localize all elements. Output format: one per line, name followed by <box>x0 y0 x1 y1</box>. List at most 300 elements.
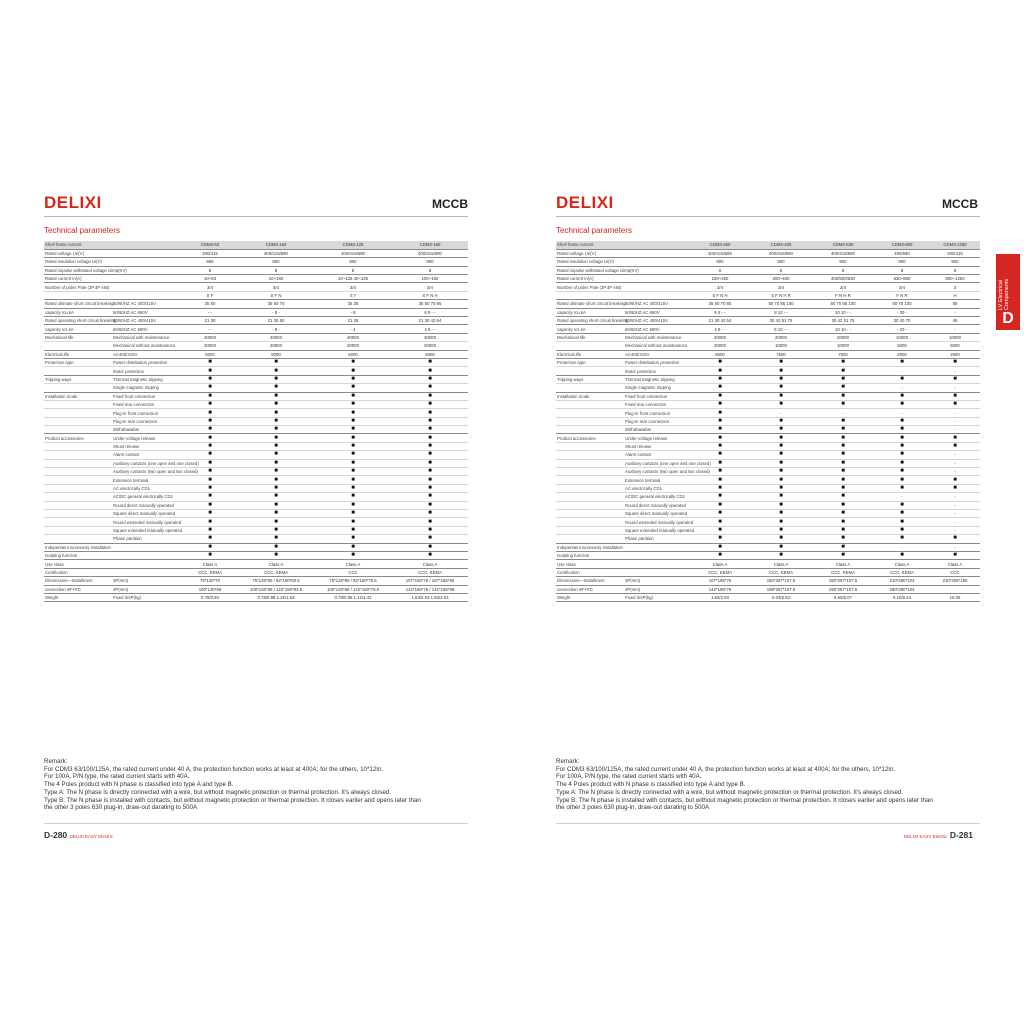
row-group-label <box>556 518 624 526</box>
feature-check-cell: ■ <box>750 442 812 450</box>
row-sub-label: 50/60HZ AC 400/415V <box>624 317 690 325</box>
value-cell: 30 42 51 75 <box>750 317 812 325</box>
feature-check-cell: ■ <box>812 476 874 484</box>
value-cell: 690 <box>182 258 238 266</box>
value-cell: 8 <box>812 266 874 274</box>
feature-check-cell: ■ <box>392 434 468 442</box>
row-sub-label: Fixed rear connection <box>112 400 182 408</box>
value-cell: S F N <box>238 291 314 299</box>
row-sub-label: Auxiliary contacts (one open and one closed) <box>625 460 711 466</box>
value-cell: 1.53/2.03 <box>690 593 750 601</box>
value-cell: 75*130*90 / 92*150*93.5 <box>238 577 314 585</box>
table-row <box>44 350 468 358</box>
feature-check-cell: ■ <box>314 476 392 484</box>
feature-check-cell: ■ <box>930 392 980 400</box>
value-cell: - 8 - <box>238 308 314 316</box>
row-sub-label: Auxiliary contacts (one open and one closed) <box>113 460 199 466</box>
feature-check-cell: ■ <box>690 375 750 383</box>
feature-check-cell: ■ <box>392 384 468 392</box>
feature-check-cell: ■ <box>314 384 392 392</box>
row-group-label <box>44 526 112 534</box>
feature-check-cell: ■ <box>812 417 874 425</box>
value-cell: - <box>930 501 980 509</box>
value-cell: 10000 <box>930 333 980 341</box>
row-sub-label: AC400/415V <box>112 350 182 358</box>
feature-check-cell: ■ <box>750 510 812 518</box>
feature-check-cell: ■ <box>750 426 812 434</box>
row-group-label: Use class <box>44 560 112 568</box>
feature-check-cell: ■ <box>314 367 392 375</box>
value-cell: 10~63 <box>182 275 238 283</box>
table-row <box>44 543 468 551</box>
row-sub-label: Alarm contact <box>112 451 182 459</box>
value-cell: 3/4 <box>238 283 314 291</box>
feature-check-cell: ■ <box>314 434 392 442</box>
value-cell: 0.78/0.95 1.12/1.42 <box>314 593 392 601</box>
value-cell: Class A <box>750 560 812 568</box>
row-group-label: Weight <box>44 593 112 601</box>
table-row <box>556 426 980 434</box>
value-cell: 35 50 70 85 <box>392 300 468 308</box>
row-group-label <box>44 426 112 434</box>
value-cell: 3/4 <box>750 283 812 291</box>
feature-check-cell: ■ <box>690 543 750 551</box>
value-cell: CCC, KEMA <box>392 568 468 576</box>
row-group-label <box>44 476 112 484</box>
value-cell: 4 8 - - <box>690 325 750 333</box>
header-rule <box>556 216 980 217</box>
row-group-label <box>44 459 112 467</box>
table-row <box>556 493 980 501</box>
table-row <box>556 585 980 593</box>
row-sub-label: 50/60HZ AC 690V <box>624 308 690 316</box>
row-sub-label: 50/60HZ AC 400/415V <box>112 300 182 308</box>
feature-check-cell: ■ <box>812 400 874 408</box>
row-sub-label <box>624 258 690 266</box>
row-sub-label: Square direct manually operated <box>624 510 690 518</box>
feature-check-cell: ■ <box>314 392 392 400</box>
value-cell: 100~250 <box>690 275 750 283</box>
row-sub-label: 50/60HZ AC 400/415V <box>112 317 182 325</box>
feature-check-cell: ■ <box>690 484 750 492</box>
value-cell: - 8 <box>314 308 392 316</box>
row-sub-label: Mechanical without maintenance <box>624 342 690 350</box>
table-row <box>556 308 980 316</box>
feature-check-cell: ■ <box>182 434 238 442</box>
table-row <box>556 384 980 392</box>
brand-logo: DELIXI <box>556 193 614 212</box>
row-group-label <box>556 535 624 543</box>
row-sub-label <box>624 543 690 551</box>
value-cell <box>930 585 980 593</box>
section-title: Technical parameters <box>556 226 633 235</box>
row-sub-label: Thermal magnetic tripping <box>624 375 690 383</box>
feature-check-cell: ■ <box>314 518 392 526</box>
feature-check-cell: ■ <box>930 434 980 442</box>
feature-check-cell: ■ <box>930 551 980 559</box>
table-row <box>44 358 468 366</box>
table-row <box>556 350 980 358</box>
feature-check-cell: ■ <box>182 484 238 492</box>
feature-check-cell: ■ <box>812 358 874 366</box>
value-cell: CCC, KEMA <box>690 568 750 576</box>
remark-block <box>556 758 986 812</box>
row-sub-label: Single magnetic tripping <box>112 384 182 392</box>
feature-check-cell: ■ <box>750 375 812 383</box>
value-cell: 1.53/2.03 1.53/2.03 <box>392 593 468 601</box>
feature-check-cell: ■ <box>238 551 314 559</box>
row-group-label <box>44 291 112 299</box>
value-cell: - <box>930 468 980 476</box>
row-sub-label: Fixed 3/4P(kg) <box>112 593 182 601</box>
row-sub-label <box>624 283 690 291</box>
value-cell: 8 8 - - <box>392 308 468 316</box>
row-sub-label: AC electrically CD1 <box>624 484 690 492</box>
value-cell: CCC, KEMA <box>750 568 812 576</box>
header-label: Shell frame current <box>556 241 690 249</box>
row-group-label <box>556 442 624 450</box>
value-cell: 400/690 <box>874 249 930 257</box>
feature-check-cell: ■ <box>812 510 874 518</box>
value-cell: S F <box>182 291 238 299</box>
value-cell: 30 40 70 <box>874 317 930 325</box>
value-cell: - <box>930 325 980 333</box>
value-cell: 400/415/690 <box>750 249 812 257</box>
feature-check-cell: ■ <box>750 484 812 492</box>
row-group-label: Protection type <box>556 358 624 366</box>
row-sub-label: Fixed 3/4P(kg) <box>624 593 690 601</box>
feature-check-cell: ■ <box>314 501 392 509</box>
row-group-label: Electrical life <box>556 350 624 358</box>
value-cell: 40000 <box>238 333 314 341</box>
feature-check-cell: ■ <box>690 384 750 392</box>
feature-check-cell: ■ <box>392 367 468 375</box>
table-row <box>556 409 980 417</box>
header-model: CDM3-125 <box>314 241 392 249</box>
row-sub-label: Round direct manually operated <box>624 501 690 509</box>
table-row <box>556 258 980 266</box>
remark-line: Type B: The N phase is installed with contacts, but without magnetic protection or thermal protection. It closes earlier and opens later than <box>556 796 933 804</box>
row-group-label <box>44 384 112 392</box>
table-row <box>556 266 980 274</box>
value-cell: 800 <box>314 258 392 266</box>
value-cell: 50 70 100 <box>874 300 930 308</box>
feature-check-cell: ■ <box>812 551 874 559</box>
value-cell: - 30 - <box>874 308 930 316</box>
row-sub-label: Mechanical without maintenance <box>112 342 182 350</box>
feature-check-cell: ■ <box>812 493 874 501</box>
feature-check-cell: ■ <box>182 375 238 383</box>
feature-check-cell: ■ <box>930 375 980 383</box>
table-row <box>556 577 980 585</box>
row-sub-label <box>624 551 690 559</box>
table-row <box>556 375 980 383</box>
feature-check-cell: ■ <box>182 510 238 518</box>
value-cell: 40000 <box>690 333 750 341</box>
feature-check-cell: ■ <box>690 518 750 526</box>
row-group-label: Rated ultimate short circuit breaking <box>557 301 626 307</box>
value-cell: 5000 <box>182 350 238 358</box>
table-row <box>556 501 980 509</box>
feature-check-cell: ■ <box>750 417 812 425</box>
remark-line: the other 3 poles 630 plug-in, draw-out darating to 500A <box>556 804 710 812</box>
value-cell: 800~1250 <box>930 275 980 283</box>
header-model: CDM3-160 <box>238 241 314 249</box>
row-group-label: Rated ultimate short circuit breaking <box>45 301 114 307</box>
feature-check-cell: ■ <box>750 459 812 467</box>
value-cell: Class A <box>392 560 468 568</box>
header-rule <box>44 216 468 217</box>
feature-check-cell: ■ <box>238 434 314 442</box>
value-cell: 800 <box>392 258 468 266</box>
table-row <box>556 417 980 425</box>
row-sub-label: Mechanical with maintenance <box>112 333 182 341</box>
feature-check-cell: ■ <box>238 384 314 392</box>
table-row <box>44 585 468 593</box>
row-group-label: capacity Ics kA <box>44 325 112 333</box>
value-cell: 5.03/6.53 <box>750 593 812 601</box>
feature-check-cell: ■ <box>238 468 314 476</box>
header-model: CDM3-160 <box>392 241 468 249</box>
feature-check-cell: ■ <box>314 459 392 467</box>
value-cell: CCC, KEMA <box>182 568 238 576</box>
table-row <box>44 308 468 316</box>
row-group-label: Rated insulation voltage Ui(V) <box>44 258 112 266</box>
table-row <box>44 577 468 585</box>
footer-rule <box>556 823 980 824</box>
value-cell: 400/415/690 <box>392 249 468 257</box>
row-group-label <box>44 510 112 518</box>
feature-check-cell: ■ <box>812 484 874 492</box>
value-cell: 3/4 <box>812 283 874 291</box>
value-cell: 20000 <box>690 342 750 350</box>
feature-check-cell: ■ <box>314 417 392 425</box>
value-cell: CCC <box>930 568 980 576</box>
table-row <box>556 434 980 442</box>
value-cell: 8 <box>930 266 980 274</box>
remark-line: Type A: The N phase is directly connected with a wire, but without magnetic protection or thermal protection. It's always closed. <box>556 788 904 796</box>
row-group-label: Dimensions—Installment <box>556 577 624 585</box>
value-cell: - <box>930 518 980 526</box>
row-group-label <box>556 451 624 459</box>
remark-line: Type B: The N phase is installed with contacts, but without magnetic protection or thermal protection. It closes earlier and opens later than <box>44 796 421 804</box>
footer-rule <box>44 823 468 824</box>
row-group-label: Rated impulse withstand voltage Uimp(KV) <box>557 267 639 273</box>
header-model: CDM3-250 <box>690 241 750 249</box>
feature-check-cell: ■ <box>874 434 930 442</box>
row-group-label: Installation mode <box>44 392 112 400</box>
row-group-label <box>556 468 624 476</box>
table-row <box>556 510 980 518</box>
feature-check-cell: ■ <box>182 358 238 366</box>
value-cell: 10000 <box>812 342 874 350</box>
value-cell: 5000 <box>930 342 980 350</box>
feature-check-cell: ■ <box>182 468 238 476</box>
feature-check-cell: ■ <box>392 417 468 425</box>
value-cell: 800 <box>238 258 314 266</box>
feature-check-cell: ■ <box>874 551 930 559</box>
row-sub-label: Fixed front connection <box>624 392 690 400</box>
row-group-label <box>44 367 112 375</box>
table-row <box>44 417 468 425</box>
value-cell: - <box>812 409 874 417</box>
table-row <box>556 468 980 476</box>
table-row <box>556 325 980 333</box>
row-sub-label: Auxiliary contacts (two open and two closed) <box>113 469 198 475</box>
table-row <box>44 568 468 576</box>
feature-check-cell: ■ <box>874 468 930 476</box>
row-sub-label: Extension terminal <box>112 476 182 484</box>
row-group-label <box>556 417 624 425</box>
table-row <box>556 249 980 257</box>
row-sub-label <box>624 560 690 568</box>
value-cell: CCC, KEMA <box>874 568 930 576</box>
feature-check-cell: ■ <box>392 409 468 417</box>
row-group-label: Independent accessory installation <box>557 544 623 550</box>
remark-line: For 100A, P/N type, the rated current starts with 40A. <box>556 773 702 781</box>
value-cell: 800 <box>690 258 750 266</box>
feature-check-cell: ■ <box>750 367 812 375</box>
value-cell: 5.60/6.07 <box>812 593 874 601</box>
row-sub-label: 4P(mm) <box>112 585 182 593</box>
row-group-label <box>44 484 112 492</box>
brand-logo: DELIXI <box>44 193 102 212</box>
value-cell: 400/500/630 <box>812 275 874 283</box>
value-cell: 40000 <box>392 333 468 341</box>
feature-check-cell: ■ <box>182 493 238 501</box>
value-cell: 198*257*107.5 <box>812 585 874 593</box>
row-group-label: Rated current In(A) <box>556 275 624 283</box>
feature-check-cell: ■ <box>182 400 238 408</box>
section-side-tab[interactable] <box>996 254 1020 330</box>
feature-check-cell: ■ <box>812 526 874 534</box>
row-group-label: Installation mode <box>556 392 624 400</box>
feature-check-cell: ■ <box>392 375 468 383</box>
row-sub-label: Motor protection <box>624 367 690 375</box>
row-sub-label <box>624 291 690 299</box>
table-row <box>44 526 468 534</box>
value-cell: S F N H R <box>750 291 812 299</box>
row-sub-label <box>624 568 690 576</box>
page-number <box>44 830 113 840</box>
feature-check-cell: ■ <box>812 384 874 392</box>
side-tab-letter: D <box>1002 310 1014 327</box>
value-cell: 800 <box>930 258 980 266</box>
value-cell: H <box>930 291 980 299</box>
row-sub-label <box>112 560 182 568</box>
feature-check-cell: ■ <box>750 451 812 459</box>
row-sub-label: 50/60HZ AC 690V <box>112 308 182 316</box>
value-cell: 50 70 85 100 <box>750 300 812 308</box>
value-cell: CCC, KEMA <box>812 568 874 576</box>
row-sub-label: 50/60HZ AC 690V <box>112 325 182 333</box>
feature-check-cell: ■ <box>314 358 392 366</box>
value-cell: Class A <box>874 560 930 568</box>
row-sub-label: AC electrically CD1 <box>112 484 182 492</box>
feature-check-cell: ■ <box>690 451 750 459</box>
value-cell: 800 <box>750 258 812 266</box>
table-row <box>44 367 468 375</box>
feature-check-cell: ■ <box>690 468 750 476</box>
value-cell: 8 <box>392 266 468 274</box>
feature-check-cell: ■ <box>314 510 392 518</box>
feature-check-cell: ■ <box>874 400 930 408</box>
feature-check-cell: ■ <box>238 459 314 467</box>
row-sub-label <box>112 551 182 559</box>
table-row <box>44 476 468 484</box>
row-group-label: Use class <box>556 560 624 568</box>
feature-check-cell: ■ <box>690 510 750 518</box>
table-row <box>556 291 980 299</box>
row-sub-label: Phase partition <box>112 535 182 543</box>
row-sub-label: AC400/415V <box>624 350 690 358</box>
page-footer-brand: DELIXI EASY Electric <box>904 834 948 839</box>
remark-line: For 100A, P/N type, the rated current starts with 40A. <box>44 773 190 781</box>
value-cell: 6000 <box>314 350 392 358</box>
value-cell: 5000 <box>238 350 314 358</box>
table-row <box>44 258 468 266</box>
feature-check-cell: ■ <box>690 367 750 375</box>
feature-check-cell: ■ <box>690 426 750 434</box>
feature-check-cell: ■ <box>238 543 314 551</box>
row-sub-label: Shunt release <box>112 442 182 450</box>
feature-check-cell: ■ <box>238 451 314 459</box>
table-row <box>44 266 468 274</box>
feature-check-cell: ■ <box>812 367 874 375</box>
value-cell: S T <box>314 291 392 299</box>
table-row <box>44 384 468 392</box>
value-cell: 35 50 <box>182 300 238 308</box>
feature-check-cell: ■ <box>874 526 930 534</box>
table-row <box>44 434 468 442</box>
row-sub-label <box>112 543 182 551</box>
value-cell: 3/4 <box>392 283 468 291</box>
value-cell: 20000 <box>392 342 468 350</box>
value-cell: 100*130*88 / 122*150*93.5 <box>238 585 314 593</box>
value-cell: - <box>930 417 980 425</box>
table-row <box>556 560 980 568</box>
value-cell: - 8 - <box>238 325 314 333</box>
feature-check-cell: ■ <box>690 535 750 543</box>
value-cell: 21 26 <box>314 317 392 325</box>
row-group-label: Rated impulse withstand voltage Uimp(KV) <box>45 267 127 273</box>
value-cell: 35 35 <box>314 300 392 308</box>
value-cell: - <box>930 384 980 392</box>
row-group-label: Number of poles Pole (3P,4P A/B) <box>44 283 112 291</box>
row-group-label: Number of poles Pole (3P,4P A/B) <box>556 283 624 291</box>
row-sub-label: Mechanical with maintenance <box>624 333 690 341</box>
feature-check-cell: ■ <box>874 501 930 509</box>
row-sub-label: 3P(mm) <box>112 577 182 585</box>
row-group-label: Rated operating short circuit breaking <box>557 318 629 324</box>
value-cell: 100~160 <box>392 275 468 283</box>
feature-check-cell: ■ <box>874 476 930 484</box>
table-row <box>44 593 468 601</box>
page-number-text: D-280 <box>44 830 68 840</box>
value-cell: 400/415 <box>182 249 238 257</box>
value-cell: 5.10/6.24 <box>874 593 930 601</box>
row-sub-label: Square extended manually operated <box>113 527 183 533</box>
row-group-label <box>44 417 112 425</box>
value-cell: S F N H <box>392 291 468 299</box>
feature-check-cell: ■ <box>392 476 468 484</box>
remark-block <box>44 758 474 812</box>
remark-line: For CDM3 63/100/125A, the rated current under 40 A, the protection function works at least at 400A; for the others, 10*12In. <box>44 765 384 773</box>
table-row <box>44 317 468 325</box>
row-sub-label: Round extended manually operated <box>113 519 182 525</box>
row-group-label <box>556 459 624 467</box>
value-cell: - 4 <box>314 325 392 333</box>
